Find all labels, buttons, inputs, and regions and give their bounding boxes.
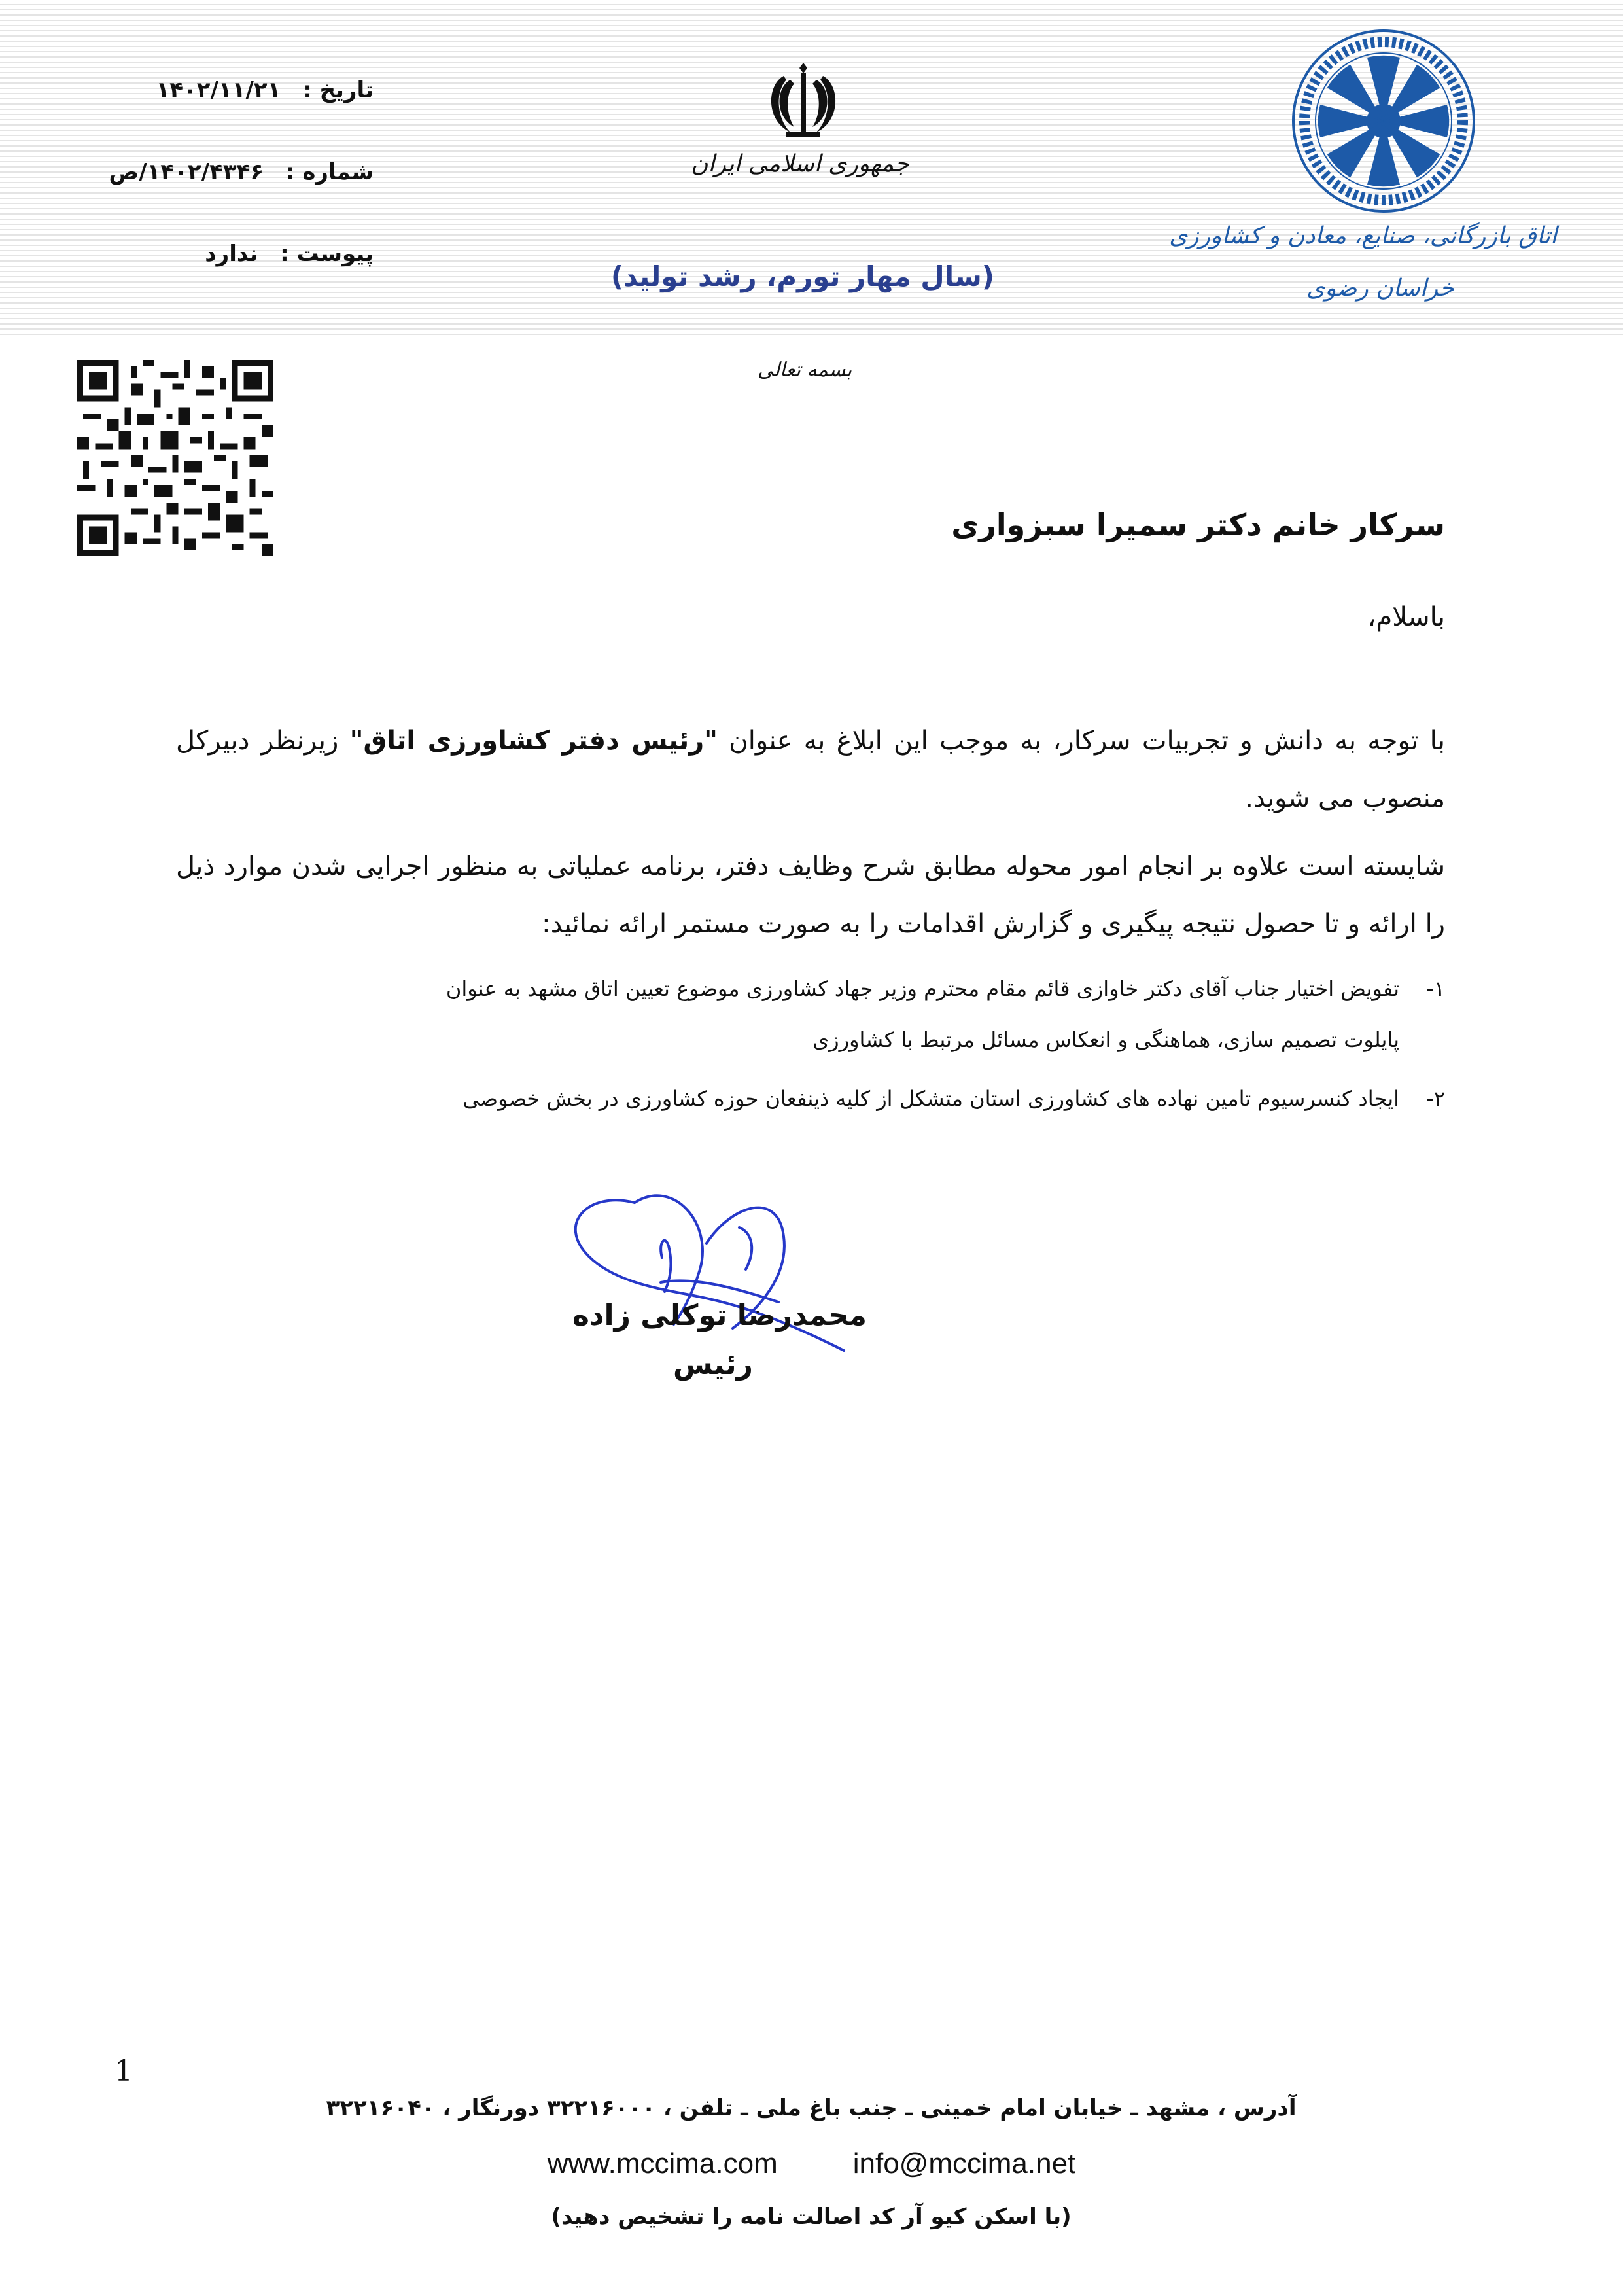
list-item-number: ۱- xyxy=(1426,976,1445,1001)
page-number: 1 xyxy=(114,2055,133,2088)
number-value: ۱۴۰۲/۴۳۴۶/ص xyxy=(109,159,264,185)
footer-contacts xyxy=(0,2147,1623,2180)
date-label: تاریخ : xyxy=(303,77,374,103)
email-link[interactable]: info@mccima.net xyxy=(852,2147,1076,2180)
recipient: سرکار خانم دکتر سمیرا سبزواری xyxy=(951,507,1445,542)
number-label: شماره : xyxy=(285,159,374,185)
attachment-row xyxy=(205,241,374,267)
iran-emblem-icon xyxy=(764,60,843,140)
chamber-logo-icon xyxy=(1289,26,1478,216)
attachment-value: ندارد xyxy=(205,241,258,267)
list-item xyxy=(163,963,1445,1014)
paragraph-duties: شایسته است علاوه بر انجام امور محوله مطابق شرح وظایف دفتر، برنامه عملیاتی به منظور اجرایی شدن موارد ذیل را ارائه و تا حصول نتیجه پیگیری و گزارش اقدامات را به صورت مستمر ارائه نمائید: xyxy=(176,851,1445,939)
list-item-text: ایجاد کنسرسیوم تامین نهاده های کشاورزی استان متشکل از کلیه ذینفعان حوزه کشاورزی در بخش خصوصی xyxy=(462,1086,1399,1111)
attachment-label: پیوست : xyxy=(280,241,374,267)
greeting: باسلام، xyxy=(1367,602,1445,632)
footer-address: آدرس ، مشهد ـ خیابان امام خمینی ـ جنب باغ ملی ـ تلفن ، ۳۲۲۱۶۰۰۰ دورنگار ، ۳۲۲۱۶۰۴۰ xyxy=(326,2095,1297,2121)
chamber-name: اتاق بازرگانی، صنایع، معادن و کشاورزی xyxy=(1169,222,1557,249)
paragraph1-end: زیرنظر دبیرکل منصوب می شوید. xyxy=(176,726,1445,813)
list-item-number: ۲- xyxy=(1426,1086,1445,1111)
bismillah: بسمه تعالی xyxy=(757,359,852,381)
website-link[interactable]: www.mccima.com xyxy=(547,2147,778,2180)
signatory-title: رئیس xyxy=(672,1348,753,1381)
list-item xyxy=(163,1073,1445,1124)
qr-code-icon xyxy=(77,360,273,556)
list-item-text: تفویض اختیار جناب آقای دکتر خاوازی قائم مقام محترم وزیر جهاد کشاورزی موضوع تعیین اتاق مشهد به عنوان xyxy=(445,976,1399,1001)
qr-verification-note: (با اسکن کیو آر کد اصالت نامه را تشخیص دهید) xyxy=(551,2204,1072,2230)
paragraph-appointment xyxy=(176,712,1445,827)
chamber-province: خراسان رضوی xyxy=(1306,275,1454,302)
date-value: ۱۴۰۲/۱۱/۲۱ xyxy=(156,77,281,103)
signatory-name: محمدرضا توکلی زاده xyxy=(572,1299,867,1332)
number-row xyxy=(109,159,374,185)
list-item-text: پایلوت تصمیم سازی، هماهنگی و انعکاس مسائل مرتبط با کشاورزی xyxy=(812,1027,1399,1052)
year-slogan: (سال مهار تورم، رشد تولید) xyxy=(610,260,994,292)
list-item-continuation xyxy=(163,1014,1399,1065)
government-text: جمهوری اسلامی ایران xyxy=(691,150,909,177)
date-row xyxy=(156,77,374,103)
paragraph1-position: "رئیس دفتر کشاورزی اتاق" xyxy=(349,726,718,756)
paragraph1-start: با توجه به دانش و تجربیات سرکار، به موجب این ابلاغ به عنوان xyxy=(717,726,1445,756)
